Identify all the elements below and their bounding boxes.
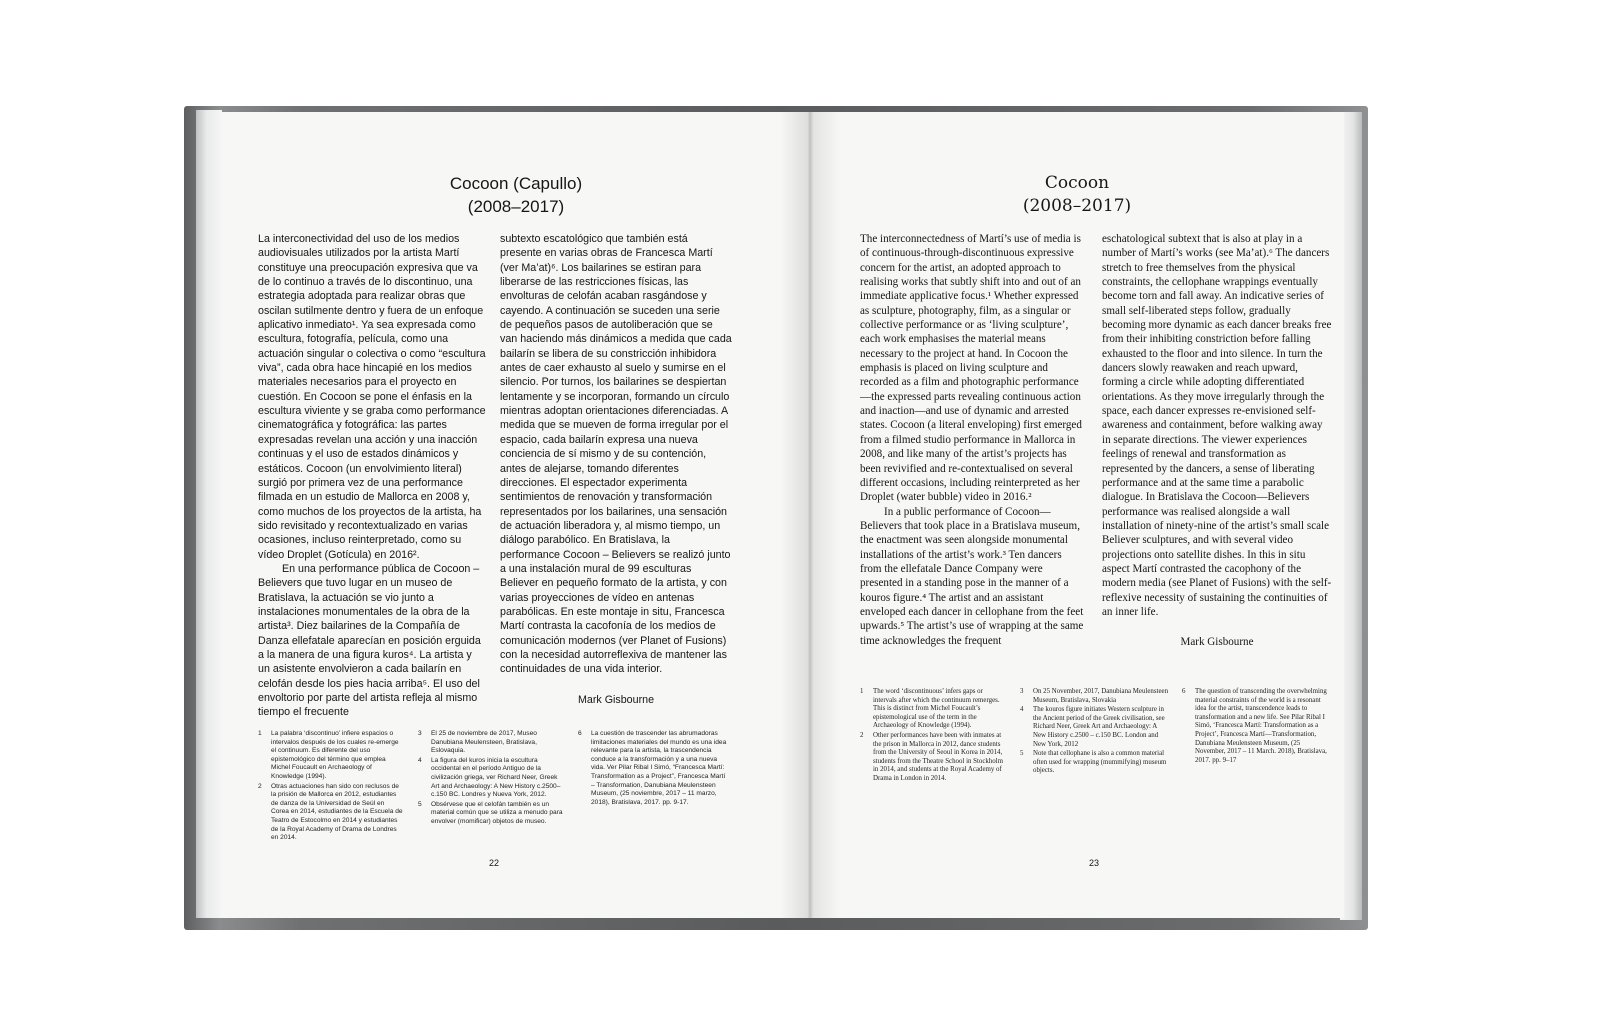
footnote: 6 The question of transcending the overwhelming material constraints of the world is a resonant idea for the artist, transcendence leads to transformation and a new life. See Pilar Ribal I Simó, ‘Francesca Martí: Transformation as a Project’, Francesca Martí—Transformation, Danubiana Meulensteen Museum, (25 November, 2017 – 11 March. 2018), Bratislava, 2017. pp. 9–17 [1182,688,1327,764]
footnote: 3 On 25 November, 2017, Danubiana Meulensteen Museum, Bratislava, Slovakia [1020,688,1169,704]
left-footnotes-column-1 [258,730,404,844]
footnote: 1 The word ‘discontinuous’ infers gaps or intervals after which the continuum remerges. This is distinct from Michel Foucault’s epistemological use of the term in the Archaeology of Knowledge (1994). [860,688,1000,730]
footnote: 6 La cuestión de trascender las abrumadoras limitaciones materiales del mundo es una idea relevante para la artista, la trascendencia conduce a la transformación y a una nueva vida. Ver Pilar Ribal I Simó, “Francesca Martí: Transformation as a Project”, Francesca Martí – Transformation, Danubiana Meulensteen Museum, (25 noviembre, 2017 – 11 marzo, 2018), Bratislava, 2017. pp. 9-17. [578,730,727,806]
right-author: Mark Gisbourne [1180,636,1254,649]
right-body-column-1 [860,232,1086,648]
left-paragraph: En una performance pública de Cocoon – Believers que tuvo lugar en un museo de Bratislava, la actuación se vio junto a instalaciones monumentales de la obra de la artista³. Diez bailarines de la Compañía de Danza ellefatale aparecían en posición erguida a la manera de una figura kuros⁴. La artista y un asistente envolvieron a cada bailarín en celofán desde los pies hacia arriba⁵. El uso del envoltorio por parte del artista refleja al mismo tiempo el frecuente [258,562,481,719]
left-footnotes-column-3 [578,730,728,808]
left-paragraph: La interconectividad del uso de los medios audiovisuales utilizados por la artista Martí constituye una preocupación expresiva que va de lo continuo a través de lo discontinuo, una estrategia adoptada para realizar obras que oscilan sutilmente dentro y fuera de un enfoque aplicativo inmediato¹. Ya sea expresada como escultura, fotografía, película, como una actuación singular o colectiva o como “escultura viva”, cada obra hace hincapié en los medios materiales necesarios para el proyecto en cuestión. En Cocoon se pone el énfasis en la escultura viviente y se graba como performance cinematográfica y fotográfica: las partes expresadas revelan una acción y una inacción continuas y el uso de estados dinámicos y estáticos. Cocoon (un envolvimiento literal) surgió por primera vez de una performance filmada en un estudio de Mallorca en 2008 y, como muchos de los proyectos de la artista, ha sido revisitado y recontextualizado en varias ocasiones, incluso reinterpretado, como su vídeo Droplet (Gotícula) en 2016². [258,233,486,561]
right-footnotes-column-3 [1182,688,1332,766]
footnote: 2 Otras actuaciones han sido con reclusos de la prisión de Mallorca en 2012, estudiantes de danza de la Universidad de Seúl en Corea en 2014, estudiantes de la Escuela de Teatro de Estocolmo en 2014 y estudiantes de la Royal Academy of Drama de Londres en 2014. [258,782,403,842]
right-paragraph: The interconnectedness of Martí’s use of media is of continuous-through-discontinuous expressive concern for the artist, an adopted approach to realising works that subtly shift into and out of an immediate applicative focus.¹ Whether expressed as sculpture, photography, film, as a singular or collective performance or as ‘living sculpture’, each work emphasises the material means necessary to the project at hand. In Cocoon the emphasis is placed on living sculpture and recorded as a film and photographic performance—the expressed parts revealing continuous action and inaction—and use of dynamic and arrested states. Cocoon (a literal enveloping) first emerged from a filmed studio performance in Mallorca in 2008, and like many of the artist’s projects has been revivified and re-contextualised on several different occasions, including reinterpreted as her Droplet (water bubble) video in 2016.² [860,233,1082,504]
footnote: 5 Note that cellophane is also a common material often used for wrapping (mummifying) museum objects. [1020,750,1167,775]
footnote: 5 Obsérvese que el celofán también es un material común que se utiliza a menudo para envolver (momificar) objetos de museo. [418,800,563,825]
right-footnotes-column-2 [1020,688,1170,777]
footnote: 4 La figura del kuros inicia la escultura occidental en el período Antiguo de la civilización griega, ver Richard Neer, Greek Art and Archaeology: A New History c.2500–c.150 BC. Londres y Nueva York, 2012. [418,756,561,799]
footnote: 3 El 25 de noviembre de 2017, Museo Danubiana Meulensteen, Bratislava, Eslovaquia. [418,730,537,755]
footnote: 1 La palabra ‘discontinuo’ infiere espacios o intervalos después de los cuales re-emerge el continuum. Es diferente del uso epistemológico del término que emplea Michel Foucault en Archaeology of Knowledge (1994). [258,730,399,780]
footnote: 4 The kouros figure initiates Western sculpture in the Ancient period of the Greek civilisation, see Richard Neer, Greek Art and Archaeology: A New History c.2500 – c.150 BC. London and New York, 2012 [1020,706,1165,748]
right-page-title [810,172,1344,218]
left-author: Mark Gisbourne [577,693,655,706]
page-stack-left [196,110,222,918]
right-title-line-2: (2008–2017) [1022,196,1132,216]
left-body-column-2 [500,232,732,707]
right-footnotes-column-1 [860,688,1006,785]
left-paragraph: subtexto escatológico que también está presente en varias obras de Francesca Martí (ver Ma’at)⁶. Los bailarines se estiran para liberarse de las restricciones físicas, las envolturas de celofán acaban rasgándose y cayendo. A continuación se suceden una serie de pequeños pasos de autoliberación que se van haciendo más dinámicos a medida que cada bailarín se libera de su constricción inhibidora antes de caer exhausto al suelo y sumirse en el silencio. Por turnos, los bailarines se despiertan lentamente y se incorporan, formando un círculo mientras adoptan orientaciones diferenciadas. A medida que se mueven de forma irregular por el espacio, cada bailarín expresa una nueva conciencia de sí mismo y de su contención, antes de alejarse, tomando diferentes direcciones. El espectador experimenta sentimientos de renovación y transformación representados por los bailarines, una sensación de actuación liberadora y, al mismo tiempo, un diálogo parabólico. En Bratislava, la performance Cocoon – Believers se realizó junto a una instalación mural de 99 esculturas Believer en pequeño formato de la artista, y con varias proyecciones de vídeo en antenas parabólicas. En este montaje in situ, Francesca Martí contrasta la cacofonía de los medios de comunicación modernos (ver Planet of Fusions) con la necesidad autorreflexiva de mantener las continuidades de una vida interior. [500,233,732,676]
right-body-column-2 [1102,232,1332,650]
right-page-number: 23 [1088,858,1099,868]
right-paragraph: eschatological subtext that is also at play in a number of Martí’s works (see Ma’at).⁶ The dancers stretch to free themselves from the physical constraints, the cellophane wrappings eventually become torn and fall away. An indicative series of small self-liberated steps follow, gradually becoming more dynamic as each dancer breaks free from their inhibiting constriction before falling exhausted to the floor and into silence. In turn the dancers slowly reawaken and reach upward, forming a circle while adopting differentiated orientations. As they move irregularly through the space, each dancer expresses re-envisioned self-awareness and containment, before walking away in separate directions. The viewer experiences feelings of renewal and transformation as represented by the dancers, a sense of liberating performance and at the same time a parabolic dialogue. In Bratislava the Cocoon—Believers performance was realised alongside a wall installation of ninety-nine of the artist’s small scale Believer sculptures, and with several video projections onto satellite dishes. In this in situ aspect Martí contrasted the cacophony of the modern media (see Planet of Fusions) with the self-reflexive necessity of sustaining the continuities of an inner life. [1102,233,1332,618]
right-paragraph: In a public performance of Cocoon—Believers that took place in a Bratislava museum, the enactment was seen alongside monumental installations of the artist’s work.³ Ten dancers from the ellefatale Dance Company were presented in a standing pose in the manner of a kouros figure.⁴ The artist and an assistant enveloped each dancer in cellophane from the feet upwards.⁵ The artist’s use of wrapping at the same time acknowledges the frequent [860,505,1084,647]
left-title-line-1: Cocoon (Capullo) [449,174,583,193]
left-body-column-1 [258,232,486,720]
left-page-title [222,172,810,218]
left-page-number: 22 [488,858,499,868]
left-title-line-2: (2008–2017) [467,197,565,216]
footnote: 2 Other performances have been with inmates at the prison in Mallorca in 2012, dance students from the University of Seoul in Korea in 2014, students from the Theatre School in Stockholm in 2014, and students at the Royal Academy of Drama in London in 2014. [860,731,1004,782]
left-footnotes-column-2 [418,730,564,828]
right-page [810,112,1344,918]
right-title-line-1: Cocoon [1044,173,1110,193]
left-page [222,112,810,918]
